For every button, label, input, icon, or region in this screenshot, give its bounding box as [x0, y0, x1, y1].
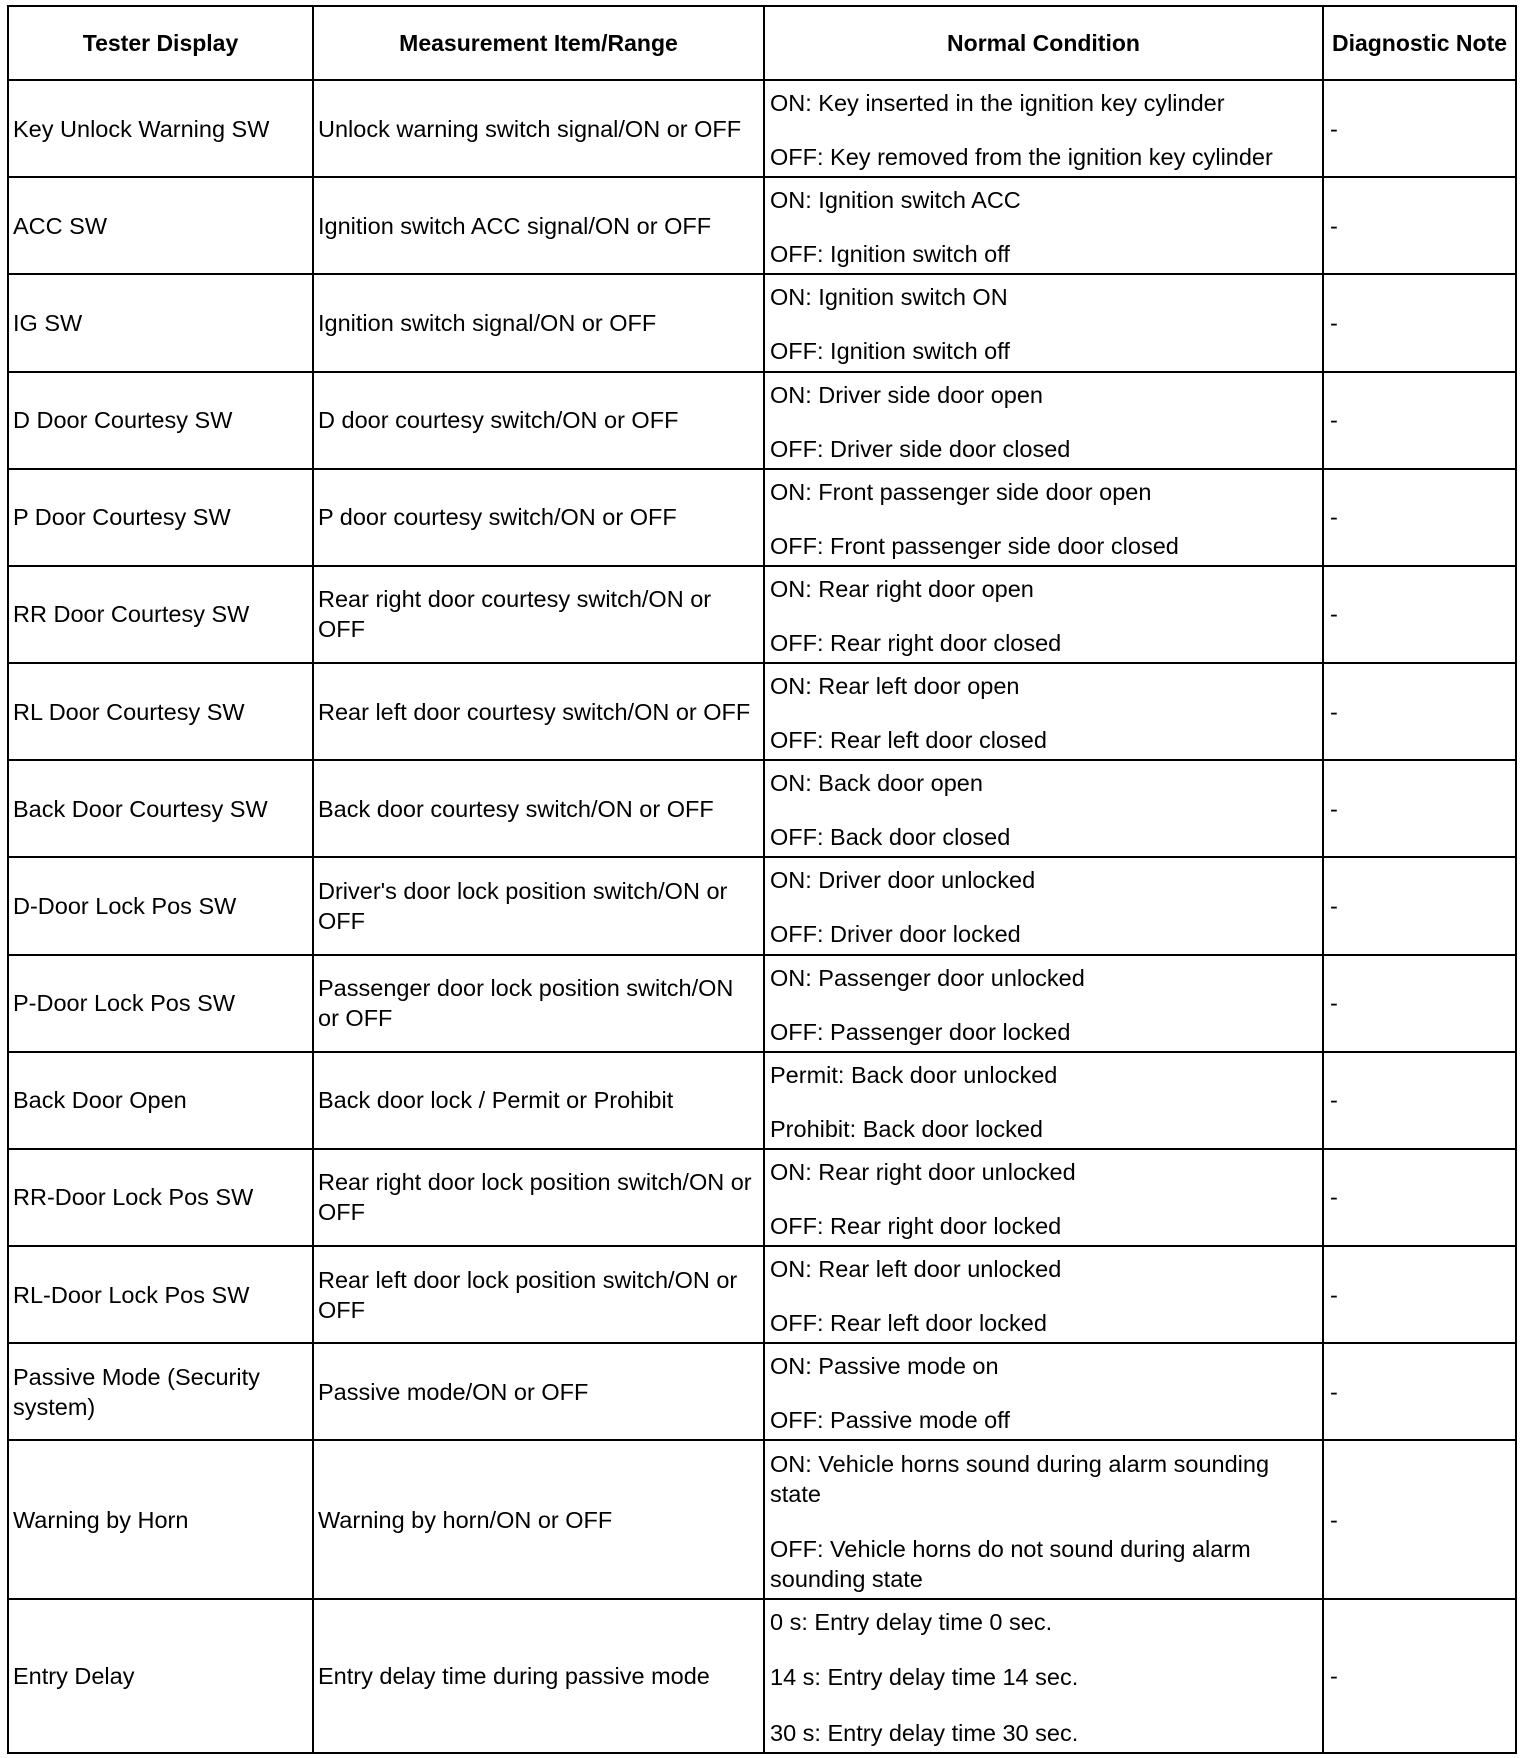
normal-condition-cell — [764, 760, 1323, 857]
condition-line: ON: Passenger door unlocked — [770, 964, 1085, 991]
condition-line: 0 s: Entry delay time 0 sec. — [770, 1608, 1053, 1635]
measurement-item-cell: Back door lock / Permit or Prohibit — [313, 1052, 764, 1149]
condition-line: ON: Driver door unlocked — [770, 867, 1036, 894]
condition-line: ON: Key inserted in the ignition key cylinder — [770, 90, 1225, 117]
normal-condition-cell — [764, 955, 1323, 1052]
table-row — [8, 1246, 1516, 1343]
table-row — [8, 274, 1516, 371]
header-measurement-item: Measurement Item/Range — [313, 6, 764, 80]
normal-condition-cell — [764, 372, 1323, 469]
measurement-item-cell: Passive mode/ON or OFF — [313, 1343, 764, 1440]
measurement-item-cell: Rear left door courtesy switch/ON or OFF — [313, 663, 764, 760]
condition-line: ON: Ignition switch ACC — [770, 187, 1021, 214]
normal-condition-cell — [764, 274, 1323, 371]
header-row — [8, 6, 1516, 80]
normal-condition-cell — [764, 663, 1323, 760]
measurement-item-cell: P door courtesy switch/ON or OFF — [313, 469, 764, 566]
table-row — [8, 1343, 1516, 1440]
table-row — [8, 566, 1516, 663]
condition-list — [765, 1247, 1322, 1342]
normal-condition-cell — [764, 1052, 1323, 1149]
diagnostic-note-cell: - — [1323, 1052, 1516, 1149]
condition-line: ON: Rear right door unlocked — [770, 1158, 1076, 1185]
table-row — [8, 1599, 1516, 1753]
diagnostic-note-cell: - — [1323, 1246, 1516, 1343]
diagnostic-note-cell: - — [1323, 663, 1516, 760]
table-row — [8, 1052, 1516, 1149]
normal-condition-cell — [764, 1149, 1323, 1246]
normal-condition-cell — [764, 80, 1323, 177]
condition-line: OFF: Rear left door closed — [770, 727, 1047, 754]
normal-condition-cell — [764, 177, 1323, 274]
tester-display-cell: Back Door Open — [8, 1052, 313, 1149]
condition-list — [765, 373, 1322, 468]
tester-display-cell: RL Door Courtesy SW — [8, 663, 313, 760]
measurement-item-cell: D door courtesy switch/ON or OFF — [313, 372, 764, 469]
condition-line: Permit: Back door unlocked — [770, 1061, 1058, 1088]
diagnostic-note-cell: - — [1323, 566, 1516, 663]
data-list-table — [7, 5, 1517, 1754]
condition-list — [765, 1442, 1322, 1598]
tester-display-cell: Key Unlock Warning SW — [8, 80, 313, 177]
tester-display-cell: IG SW — [8, 274, 313, 371]
measurement-item-cell: Ignition switch signal/ON or OFF — [313, 274, 764, 371]
tester-display-cell: Entry Delay — [8, 1599, 313, 1753]
normal-condition-cell — [764, 1440, 1323, 1598]
diagnostic-note-cell: - — [1323, 469, 1516, 566]
measurement-item-cell: Ignition switch ACC signal/ON or OFF — [313, 177, 764, 274]
condition-line: OFF: Back door closed — [770, 824, 1011, 851]
measurement-item-cell: Rear right door courtesy switch/ON or OFF — [313, 566, 764, 663]
table-body — [8, 80, 1516, 1753]
measurement-item-cell: Driver's door lock position switch/ON or OFF — [313, 857, 764, 954]
condition-line: ON: Rear left door open — [770, 673, 1020, 700]
condition-list — [765, 275, 1322, 370]
condition-list — [765, 1344, 1322, 1439]
diagnostic-note-cell: - — [1323, 80, 1516, 177]
condition-line: ON: Vehicle horns sound during alarm sounding state — [770, 1450, 1270, 1507]
tester-display-cell: Passive Mode (Security system) — [8, 1343, 313, 1440]
tester-display-cell: D Door Courtesy SW — [8, 372, 313, 469]
tester-display-cell: Back Door Courtesy SW — [8, 760, 313, 857]
tester-display-cell: P-Door Lock Pos SW — [8, 955, 313, 1052]
condition-list — [765, 956, 1322, 1051]
condition-list — [765, 858, 1322, 953]
measurement-item-cell: Warning by horn/ON or OFF — [313, 1440, 764, 1598]
tester-display-cell: RR Door Courtesy SW — [8, 566, 313, 663]
condition-line: ON: Rear left door unlocked — [770, 1256, 1062, 1283]
condition-list — [765, 1053, 1322, 1148]
measurement-item-cell: Back door courtesy switch/ON or OFF — [313, 760, 764, 857]
measurement-item-cell: Rear right door lock position switch/ON or OFF — [313, 1149, 764, 1246]
table-row — [8, 372, 1516, 469]
measurement-item-cell: Passenger door lock position switch/ON or OFF — [313, 955, 764, 1052]
condition-list — [765, 664, 1322, 759]
condition-line: OFF: Ignition switch off — [770, 338, 1010, 365]
condition-list — [765, 1150, 1322, 1245]
table-row — [8, 857, 1516, 954]
measurement-item-cell: Entry delay time during passive mode — [313, 1599, 764, 1753]
diagnostic-note-cell: - — [1323, 1599, 1516, 1753]
condition-line: OFF: Rear right door closed — [770, 629, 1062, 656]
condition-list — [765, 178, 1322, 273]
table-row — [8, 1440, 1516, 1598]
measurement-item-cell: Unlock warning switch signal/ON or OFF — [313, 80, 764, 177]
normal-condition-cell — [764, 566, 1323, 663]
condition-line: ON: Front passenger side door open — [770, 478, 1152, 505]
diagnostic-note-cell: - — [1323, 857, 1516, 954]
normal-condition-cell — [764, 469, 1323, 566]
tester-display-cell: Warning by Horn — [8, 1440, 313, 1598]
condition-line: ON: Passive mode on — [770, 1353, 999, 1380]
tester-display-cell: ACC SW — [8, 177, 313, 274]
condition-line: OFF: Driver door locked — [770, 921, 1021, 948]
condition-line: OFF: Front passenger side door closed — [770, 532, 1179, 559]
tester-display-cell: P Door Courtesy SW — [8, 469, 313, 566]
table-row — [8, 177, 1516, 274]
condition-line: Prohibit: Back door locked — [770, 1115, 1044, 1142]
condition-line: ON: Rear right door open — [770, 575, 1034, 602]
header-normal-condition: Normal Condition — [764, 6, 1323, 80]
table-row — [8, 663, 1516, 760]
table-row — [8, 469, 1516, 566]
tester-display-cell: RR-Door Lock Pos SW — [8, 1149, 313, 1246]
header-tester-display: Tester Display — [8, 6, 313, 80]
table-row — [8, 1149, 1516, 1246]
condition-list — [765, 567, 1322, 662]
measurement-item-cell: Rear left door lock position switch/ON or OFF — [313, 1246, 764, 1343]
condition-line: OFF: Ignition switch off — [770, 241, 1010, 268]
condition-line: 14 s: Entry delay time 14 sec. — [770, 1664, 1079, 1691]
diagnostic-note-cell: - — [1323, 760, 1516, 857]
condition-list — [765, 761, 1322, 856]
diagnostic-note-cell: - — [1323, 1440, 1516, 1598]
condition-line: OFF: Passenger door locked — [770, 1018, 1071, 1045]
condition-line: 30 s: Entry delay time 30 sec. — [770, 1719, 1079, 1746]
diagnostic-note-cell: - — [1323, 1149, 1516, 1246]
header-diagnostic-note: Diagnostic Note — [1323, 6, 1516, 80]
normal-condition-cell — [764, 1599, 1323, 1753]
diagnostic-note-cell: - — [1323, 1343, 1516, 1440]
condition-line: ON: Ignition switch ON — [770, 284, 1008, 311]
condition-list — [765, 470, 1322, 565]
normal-condition-cell — [764, 1246, 1323, 1343]
tester-display-cell: D-Door Lock Pos SW — [8, 857, 313, 954]
condition-line: OFF: Key removed from the ignition key cylinder — [770, 144, 1273, 171]
table-row — [8, 80, 1516, 177]
table-row — [8, 760, 1516, 857]
normal-condition-cell — [764, 857, 1323, 954]
condition-line: ON: Driver side door open — [770, 381, 1043, 408]
diagnostic-note-cell: - — [1323, 274, 1516, 371]
condition-line: OFF: Rear right door locked — [770, 1212, 1062, 1239]
condition-line: OFF: Vehicle horns do not sound during alarm sounding state — [770, 1535, 1251, 1592]
condition-list — [765, 1600, 1322, 1752]
diagnostic-note-cell: - — [1323, 372, 1516, 469]
normal-condition-cell — [764, 1343, 1323, 1440]
condition-line: OFF: Driver side door closed — [770, 435, 1071, 462]
diagnostic-note-cell: - — [1323, 955, 1516, 1052]
condition-line: ON: Back door open — [770, 770, 983, 797]
tester-display-cell: RL-Door Lock Pos SW — [8, 1246, 313, 1343]
table-row — [8, 955, 1516, 1052]
condition-list — [765, 81, 1322, 176]
condition-line: OFF: Rear left door locked — [770, 1310, 1047, 1337]
condition-line: OFF: Passive mode off — [770, 1407, 1010, 1434]
diagnostic-note-cell: - — [1323, 177, 1516, 274]
